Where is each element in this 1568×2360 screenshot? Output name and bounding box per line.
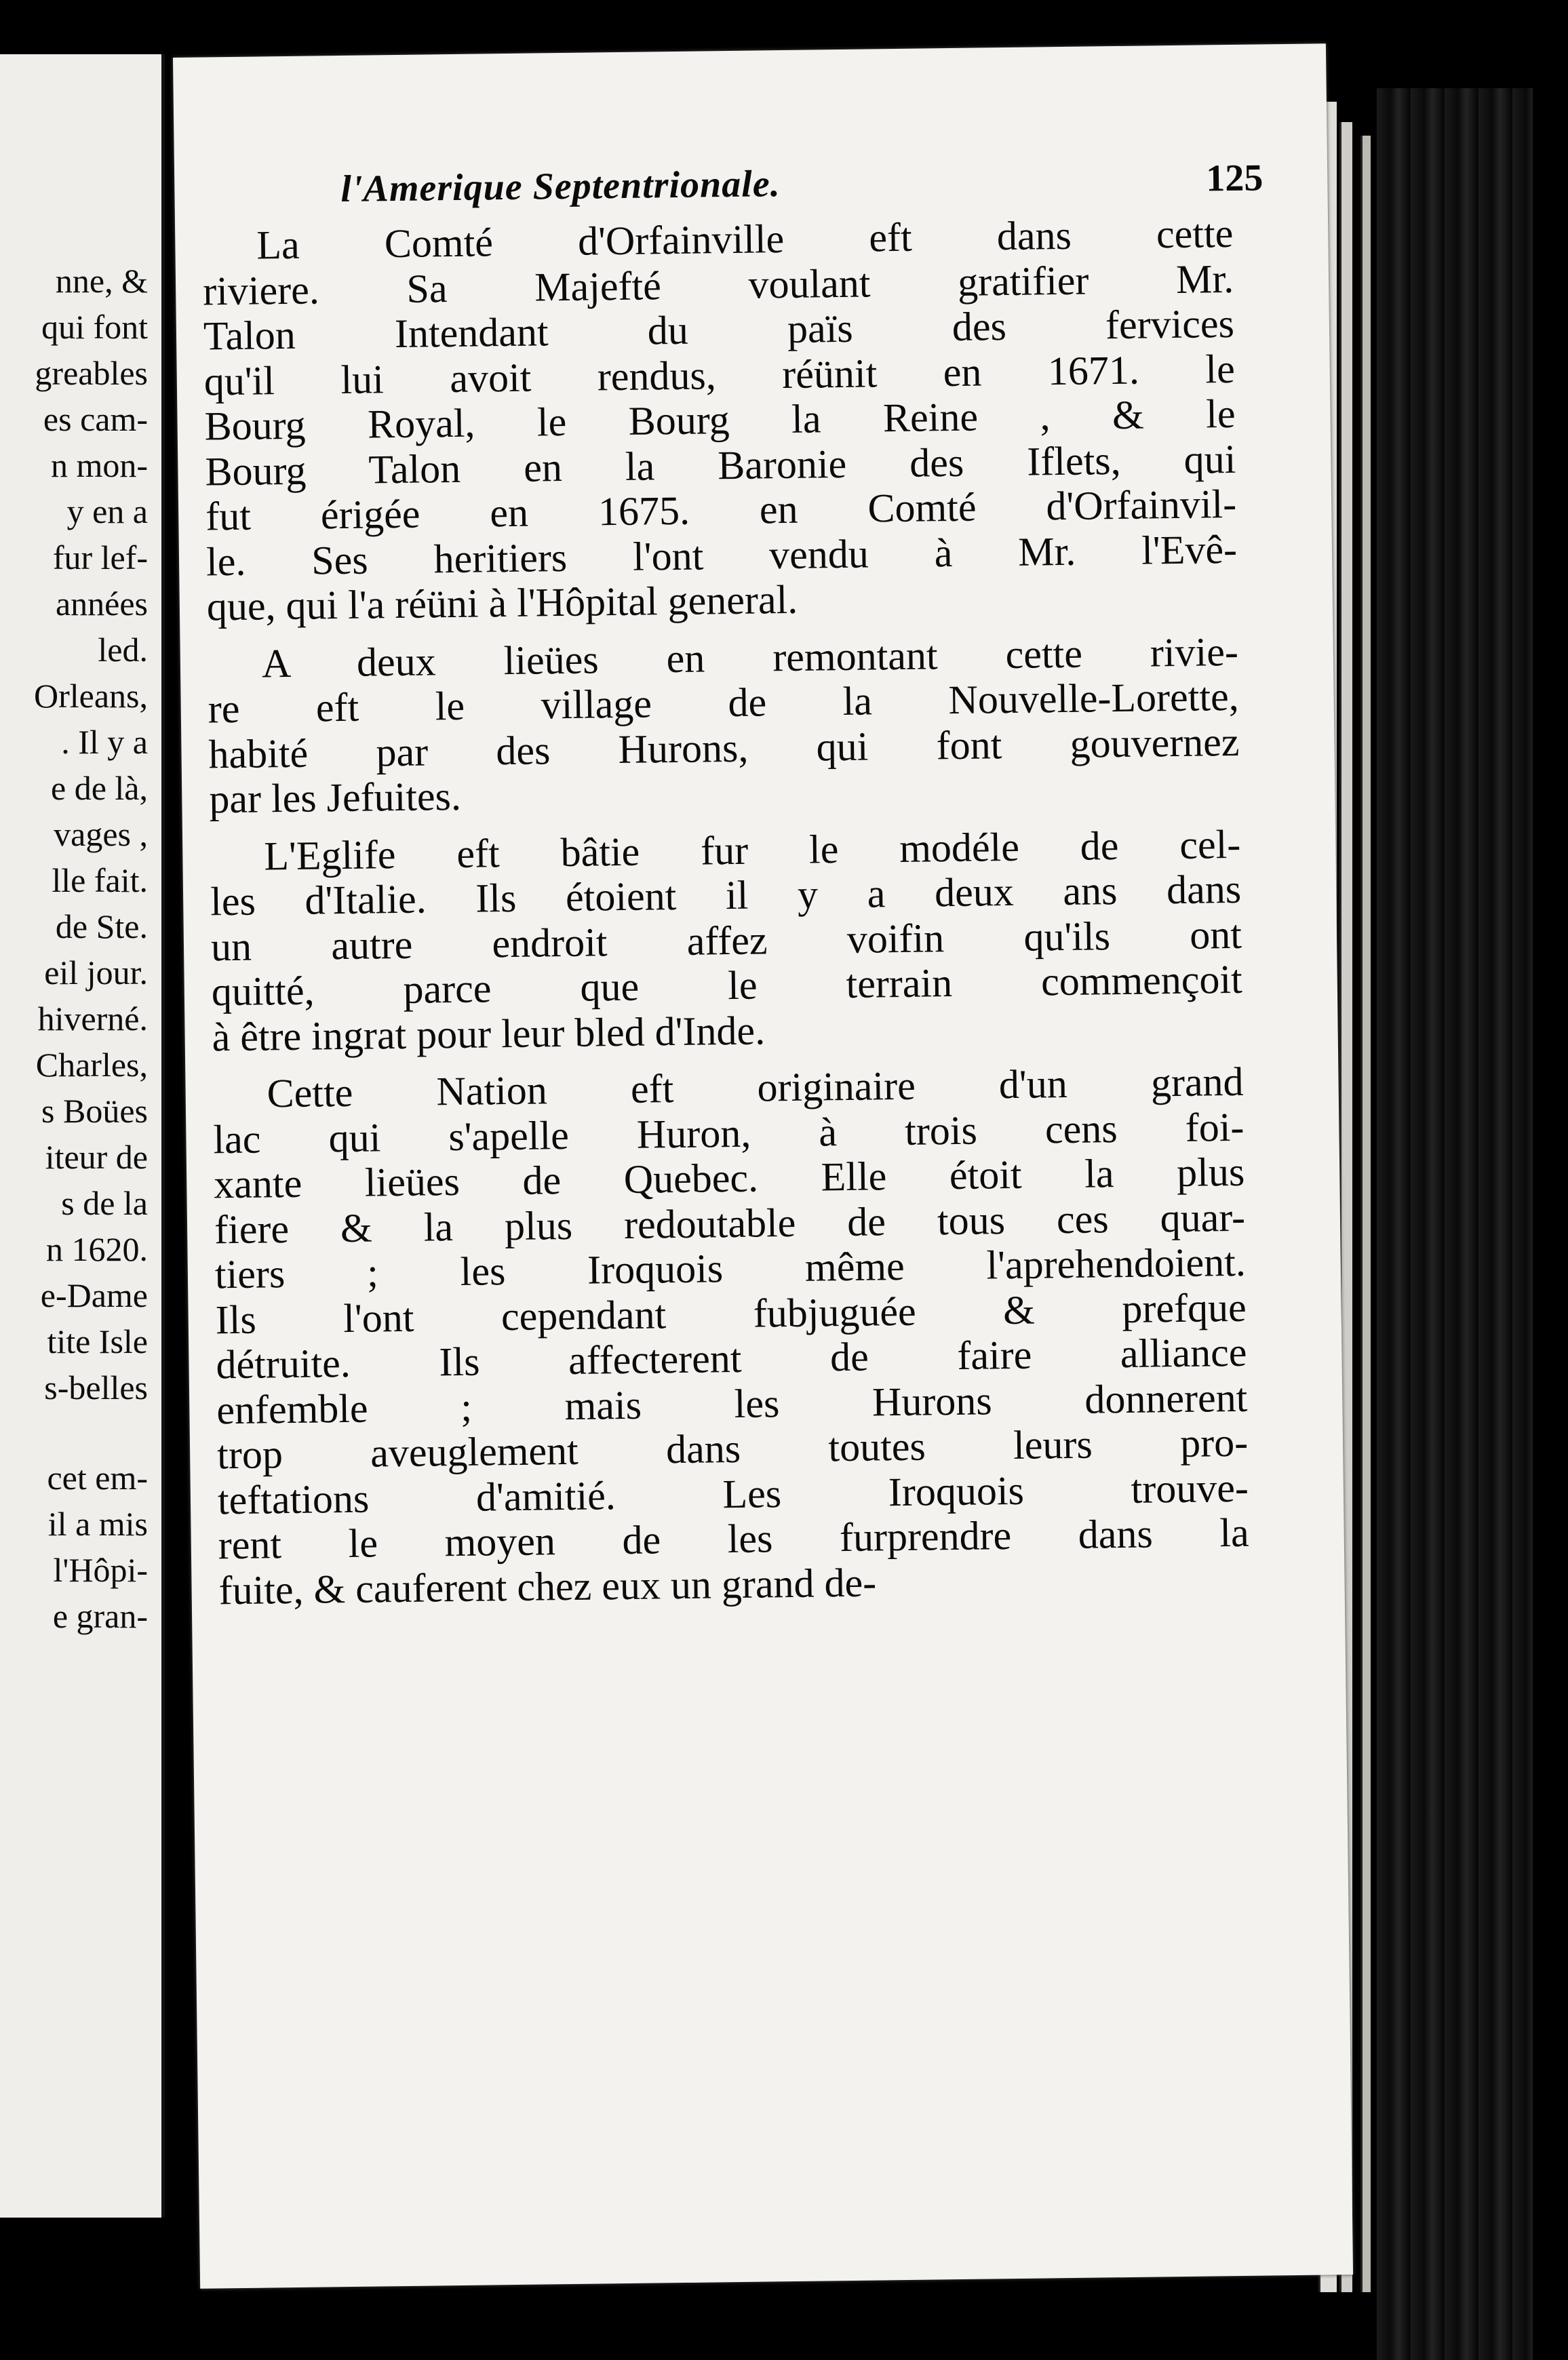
- facing-page-line: led.: [98, 631, 148, 669]
- paragraph: [212, 1059, 1250, 1613]
- text-line: re eft le village de la Nouvelle-Lorette,: [208, 673, 1240, 732]
- facing-page-line: vages ,: [54, 815, 148, 853]
- text-line: par les Jefuites.: [208, 773, 462, 822]
- facing-page-line: fur lef-: [52, 538, 148, 576]
- facing-page-line: . Il y a: [61, 723, 148, 761]
- facing-page-line: iteur de: [45, 1138, 148, 1176]
- text-line: enfemble ; mais les Hurons donnerent: [216, 1375, 1248, 1432]
- text-line: xante lieües de Quebec. Elle étoit la plus: [213, 1149, 1245, 1207]
- facing-page-line: de Ste.: [55, 907, 148, 945]
- facing-page-line: Charles,: [35, 1046, 148, 1084]
- text-line: Bourg Talon en la Baronie des Iflets, qui: [205, 436, 1236, 494]
- text-line: à être ingrat pour leur bled d'Inde.: [212, 1007, 766, 1059]
- text-line: le. Ses heritiers l'ont vendu à Mr. l'Evê-: [205, 526, 1238, 584]
- text-line: quitté, parce que le terrain commençoit: [211, 956, 1243, 1015]
- book-page: [173, 43, 1353, 2289]
- text-line: Ils l'ont cependant fubjuguée & prefque: [215, 1284, 1247, 1342]
- text-line: riviere. Sa Majefté voulant gratifier Mr.: [202, 256, 1234, 313]
- facing-page-line: y en a: [66, 492, 148, 530]
- text-line: qu'il lui avoit rendus, réünit en 1671. le: [203, 346, 1236, 404]
- facing-page-line: e gran-: [52, 1597, 148, 1635]
- page-number: 125: [1205, 157, 1263, 200]
- text-line: Bourg Royal, le Bourg la Reine , & le: [204, 391, 1236, 449]
- facing-page-text: [0, 258, 155, 1639]
- text-line: trop aveuglement dans toutes leurs pro-: [216, 1419, 1249, 1478]
- text-line: fut érigée en 1675. en Comté d'Orfainvil-: [205, 481, 1237, 539]
- facing-page-line: n 1620.: [46, 1230, 148, 1268]
- facing-page-line: lle fait.: [52, 861, 148, 899]
- text-line: un autre endroit affez voifin qu'ils ont: [210, 911, 1242, 969]
- text-line: que, qui l'a réüni à l'Hôpital general.: [206, 576, 798, 629]
- facing-page-line: qui font: [41, 308, 148, 346]
- facing-page-line: es cam-: [43, 400, 148, 438]
- facing-page-line: nne, &: [55, 262, 148, 300]
- facing-page-line: hiverné.: [37, 1000, 148, 1038]
- facing-page-line: greables: [35, 354, 148, 392]
- paragraph: [202, 211, 1238, 629]
- text-line: habité par des Hurons, qui font gouvernez: [208, 719, 1240, 776]
- facing-page-line: l'Hôpi-: [53, 1551, 148, 1589]
- text-line: fiere & la plus redoutable de tous ces quar-: [214, 1194, 1246, 1252]
- text-line: La Comté d'Orfainville eft dans cette: [256, 210, 1234, 268]
- facing-page-line: s Boües: [41, 1092, 148, 1130]
- text-line: détruite. Ils affecterent de faire alliance: [216, 1329, 1247, 1388]
- running-title: l'Amerique Septentrionale.: [340, 163, 781, 210]
- text-line: Cette Nation eft originaire d'un grand: [267, 1059, 1244, 1116]
- facing-page-left: [0, 54, 165, 2218]
- page-edges: [1360, 136, 1371, 2292]
- facing-page-line: s-belles: [44, 1369, 148, 1407]
- text-line: fuite, & cauferent chez eux un grand de-: [218, 1560, 877, 1613]
- facing-page-line: il a mis: [47, 1505, 148, 1543]
- facing-page-line: e de là,: [51, 769, 148, 807]
- text-line: L'Eglife eft bâtie fur le modéle de cel-: [263, 821, 1241, 878]
- book-binding: [1377, 88, 1533, 2360]
- facing-page-line: n mon-: [50, 446, 148, 484]
- facing-page-line: Orleans,: [34, 677, 148, 715]
- facing-page-line: années: [55, 585, 148, 623]
- text-line: Talon Intendant du païs des fervices: [203, 300, 1235, 359]
- page-body: [202, 211, 1250, 1613]
- text-line: les d'Italie. Ils étoient il y a deux ans dans: [210, 866, 1242, 924]
- paragraph: [208, 629, 1240, 822]
- text-line: tiers ; les Iroquois même l'aprehendoient.: [214, 1239, 1247, 1297]
- facing-page-line: eil jour.: [44, 953, 148, 991]
- text-line: lac qui s'apelle Huron, à trois cens foi-: [213, 1104, 1244, 1162]
- paragraph: [210, 821, 1243, 1059]
- text-line: rent le moyen de les furprendre dans la: [218, 1510, 1250, 1568]
- facing-page-line: tite Isle: [47, 1322, 148, 1360]
- facing-page-line: e-Dame: [40, 1276, 148, 1314]
- text-line: teftations d'amitié. Les Iroquois trouve-: [217, 1465, 1249, 1522]
- text-line: A deux lieües en remontant cette rivie-: [261, 629, 1239, 686]
- facing-page-line: s de la: [61, 1184, 148, 1222]
- facing-page-line: cet em-: [47, 1459, 148, 1497]
